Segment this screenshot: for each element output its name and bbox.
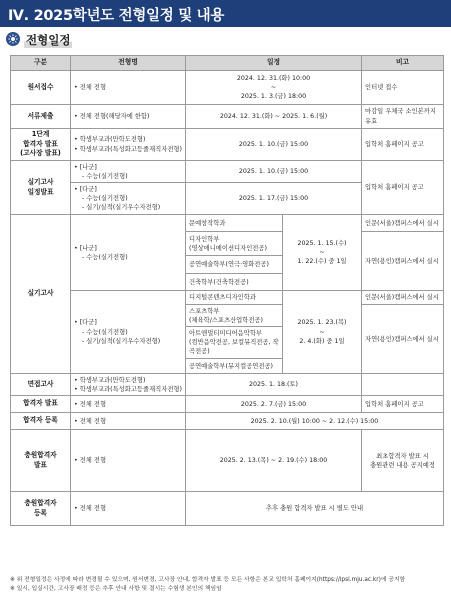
row-date — [186, 71, 362, 105]
row-note: 자연(용인)캠퍼스에서 실시 — [362, 305, 444, 374]
category-line: 발표 — [34, 460, 47, 469]
dept-cell: 문예창작학과 — [186, 215, 283, 232]
date-line: ~ — [270, 83, 277, 91]
table-row — [11, 291, 444, 305]
section-title: 전형일정 — [26, 33, 71, 47]
row-track: • 전체 전형(해당자에 한함) — [71, 105, 186, 129]
table-row — [11, 215, 444, 232]
category-line: 일정발표 — [27, 187, 54, 196]
row-category — [11, 430, 71, 492]
header-banner — [0, 0, 451, 27]
row-date: 2025. 1. 10.(금) 15:00 — [186, 129, 362, 161]
track-group: • [다군] — [74, 185, 97, 193]
row-category — [11, 129, 71, 161]
table-row — [11, 492, 444, 526]
sun-icon — [6, 32, 20, 46]
category-line: 충원합격자 — [24, 450, 57, 459]
note-line: 충원관련 내용 공지예정 — [370, 461, 435, 469]
track-item: - 실기/실적(실기우수자전형) — [82, 204, 161, 212]
dept-cell: 디지털콘텐츠디자인학과 — [186, 291, 283, 305]
date-line: 2025. 1. 15.(수) — [297, 239, 347, 247]
dept-cell: 디자인학부 (영상애니메이션디자인전공) — [186, 232, 283, 256]
row-track — [71, 215, 186, 291]
table-row — [11, 129, 444, 161]
track-group: • [나군] — [74, 163, 97, 171]
table-row — [11, 430, 444, 492]
date-line: 2025. 1. 23.(목) — [297, 319, 347, 327]
row-category: 합격자 등록 — [11, 413, 71, 430]
page-title: Ⅳ. 2025학년도 전형일정 및 내용 — [8, 8, 225, 24]
row-track — [71, 161, 186, 183]
category-line: (고사장 발표) — [20, 149, 61, 158]
row-note: 인터넷 접수 — [362, 71, 444, 105]
table-row — [11, 413, 444, 430]
header-category: 구분 — [11, 56, 71, 71]
header-note: 비고 — [362, 56, 444, 71]
date-line: 2025. 1. 3.(금) 18:00 — [240, 93, 307, 101]
dept-cell: 스포츠학부 (체육학/스포츠산업학전공) — [186, 305, 283, 327]
dept-cell: 건축학부(건축학전공) — [186, 274, 283, 291]
row-note: 인문(서울)캠퍼스에서 실시 — [362, 215, 444, 232]
row-date: 2025. 1. 10.(금) 15:00 — [186, 161, 362, 183]
row-category: 서류제출 — [11, 105, 71, 129]
row-date: 추후 충원 합격자 발표 시 별도 안내 — [186, 492, 444, 526]
row-track — [71, 129, 186, 161]
table-header-row — [11, 56, 444, 71]
track-line: • 학생부교과(만학도전형) — [74, 136, 146, 144]
category-line: 실기고사 — [27, 177, 54, 186]
row-date: 2025. 1. 18.(토) — [186, 374, 362, 396]
row-date: 2025. 1. 17.(금) 15:00 — [186, 183, 362, 215]
header-track: 전형명 — [71, 56, 186, 71]
row-date — [283, 215, 362, 291]
footnote-line: ※ 위 전형일정은 사정에 따라 변경될 수 있으며, 원서변경, 고사장 안내, 합격자 발표 등 모든 사항은 본교 입학처 홈페이지(https://ipsi.mju.ac.kr)에 공지함 — [10, 577, 406, 583]
dept-cell: 공연예술학부(뮤지컬공연전공) — [186, 359, 283, 374]
track-line: • 학생부교과(특성화고등졸재직자전형) — [74, 145, 182, 153]
footnote-line: ※ 일시, 입실시간, 고사장 배정 등은 추후 안내 사항 및 결시는 수험생 본인의 책임임 — [10, 585, 222, 592]
category-line: 등록 — [34, 508, 47, 517]
footnotes — [10, 576, 445, 593]
category-line: 1단계 — [31, 130, 50, 138]
row-date: 2025. 2. 10.(월) 10:00 ~ 2. 12.(수) 15:00 — [186, 413, 444, 430]
track-item: - 수능(실기전형) — [82, 328, 128, 336]
dept-cell: 공연예술학부(연극·영화전공) — [186, 256, 283, 274]
note-line: 최초합격자 발표 시 — [376, 452, 429, 460]
category-line: 충원합격자 — [24, 498, 57, 507]
table-row — [11, 161, 444, 183]
category-line: 합격자 발표 — [23, 139, 58, 148]
row-track — [71, 291, 186, 374]
row-note: 입학처 홈페이지 공고 — [362, 129, 444, 161]
table-row — [11, 374, 444, 396]
row-track: • 전체 전형 — [71, 492, 186, 526]
row-note — [362, 374, 444, 396]
row-track: • 전체 전형 — [71, 71, 186, 105]
row-track: • 전체 전형 — [71, 413, 186, 430]
row-track — [71, 374, 186, 396]
row-date: 2025. 2. 7.(금) 15:00 — [186, 396, 362, 413]
track-line: • 학생부교과(만학도전형) — [74, 376, 146, 384]
row-note: 자연(용인)캠퍼스에서 실시 — [362, 232, 444, 291]
dept-cell: 아트앤멀티미디어음악학부 (컴반음악전공, 보컬뮤직전공, 작곡전공) — [186, 327, 283, 359]
header-schedule: 일정 — [186, 56, 362, 71]
track-line: • 학생부교과(특성화고등졸재직자전형) — [74, 385, 182, 393]
schedule-table — [10, 55, 444, 526]
track-item: - 수능(실기전형) — [82, 195, 128, 203]
table-row — [11, 71, 444, 105]
table-row — [11, 396, 444, 413]
row-date — [283, 291, 362, 374]
row-track: • 전체 전형 — [71, 430, 186, 492]
date-line: 1. 22.(수) 중 1일 — [297, 258, 347, 266]
track-item: - 수능(실기전형) — [82, 253, 128, 261]
track-group: • [다군] — [74, 319, 97, 327]
row-note: 입학처 홈페이지 공고 — [362, 396, 444, 413]
row-track — [71, 183, 186, 215]
row-note: 마감일 우체국 소인본까지 유효 — [362, 105, 444, 129]
track-item: - 수능(실기전형) — [82, 172, 128, 180]
track-group: • [나군] — [74, 244, 97, 252]
row-category: 원서접수 — [11, 71, 71, 105]
date-line: 2. 4.(화) 중 1일 — [299, 337, 345, 345]
row-category: 합격자 발표 — [11, 396, 71, 413]
row-note: 인문(서울)캠퍼스에서 실시 — [362, 291, 444, 305]
track-item: - 실기/실적(실기우수자전형) — [82, 337, 161, 345]
date-line: 2024. 12. 31.(화) 10:00 — [236, 74, 311, 82]
row-category: 면접고사 — [11, 374, 71, 396]
row-note: 입학처 홈페이지 공고 — [362, 161, 444, 215]
date-line: ~ — [319, 249, 325, 257]
row-track: • 전체 전형 — [71, 396, 186, 413]
row-date: 2025. 2. 13.(목) ~ 2. 19.(수) 18:00 — [186, 430, 362, 492]
table-row — [11, 105, 444, 129]
date-line: ~ — [319, 328, 325, 336]
row-category — [11, 161, 71, 215]
row-note — [362, 430, 444, 492]
row-category: 실기고사 — [11, 215, 71, 374]
row-category — [11, 492, 71, 526]
row-date: 2024. 12. 31.(화) ~ 2025. 1. 6.(월) — [186, 105, 362, 129]
